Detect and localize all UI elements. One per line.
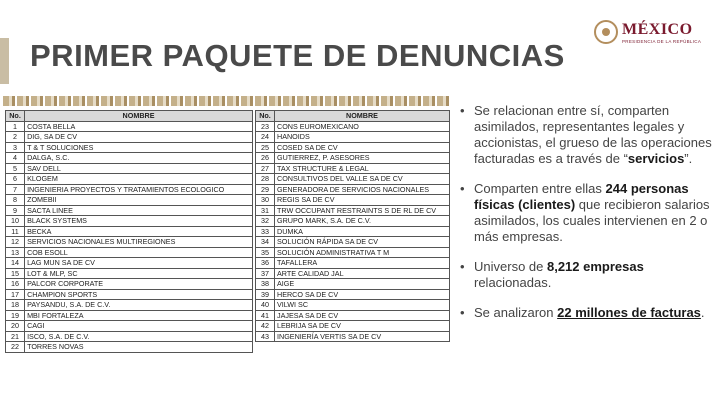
row-number: 10: [6, 216, 25, 227]
company-name: VILWI SC: [275, 300, 450, 311]
company-name: SOLUCIÓN RÁPIDA SA DE CV: [275, 237, 450, 248]
company-name: DALGA, S.C.: [25, 153, 253, 164]
table-row: [6, 184, 253, 195]
bullet-dot-icon: •: [460, 259, 465, 274]
table-row: [256, 279, 450, 290]
bullet-item: [460, 181, 715, 245]
row-number: 18: [6, 300, 25, 311]
bullet-text: ”.: [684, 151, 693, 166]
bottom-band: [0, 398, 727, 408]
company-name: CAGI: [25, 321, 253, 332]
row-number: 1: [6, 121, 25, 132]
coat-of-arms-icon: [594, 20, 618, 44]
row-number: 16: [6, 279, 25, 290]
table-row: [6, 174, 253, 185]
bullet-text: que recibieron salarios asimilados, los cuales intervienen en 2 o más empresas.: [474, 197, 710, 244]
table-row: [6, 205, 253, 216]
table-row: [256, 226, 450, 237]
row-number: 32: [256, 216, 275, 227]
column-header-nombre: NOMBRE: [25, 111, 253, 122]
company-name: CONSULTIVOS DEL VALLE SA DE CV: [275, 174, 450, 185]
company-name: SOLUCIÓN ADMINISTRATIVA T M: [275, 247, 450, 258]
company-name: DIG, SA DE CV: [25, 132, 253, 143]
company-name: ZOMEBII: [25, 195, 253, 206]
table-header-row: [6, 111, 253, 122]
row-number: 30: [256, 195, 275, 206]
bullet-text: relacionadas.: [474, 275, 552, 290]
table-row: [256, 321, 450, 332]
row-number: 23: [256, 121, 275, 132]
row-number: 4: [6, 153, 25, 164]
row-number: 29: [256, 184, 275, 195]
company-name: INGENIERIA PROYECTOS Y TRATAMIENTOS ECOLOGICO: [25, 184, 253, 195]
bullet-text: Comparten entre ellas: [474, 181, 606, 196]
row-number: 41: [256, 310, 275, 321]
table-row: [6, 153, 253, 164]
row-number: 15: [6, 268, 25, 279]
row-number: 11: [6, 226, 25, 237]
company-name: HERCO SA DE CV: [275, 289, 450, 300]
table-row: [6, 216, 253, 227]
table-row: [256, 153, 450, 164]
row-number: 42: [256, 321, 275, 332]
table-row: [256, 184, 450, 195]
table-row: [256, 268, 450, 279]
company-name: INGENIERÍA VERTIS SA DE CV: [275, 331, 450, 342]
row-number: 27: [256, 163, 275, 174]
table-row: [256, 289, 450, 300]
table-row: [6, 226, 253, 237]
company-name: BLACK SYSTEMS: [25, 216, 253, 227]
table-row: [6, 279, 253, 290]
logo-name: MÉXICO: [622, 21, 693, 38]
companies-table-left: [5, 110, 253, 353]
bullet-bold: [557, 305, 701, 320]
bullet-bold: 8,212 empresas: [546, 259, 644, 274]
table-row: [256, 258, 450, 269]
company-name: MBI FORTALEZA: [25, 310, 253, 321]
company-name: SERVICIOS NACIONALES MULTIREGIONES: [25, 237, 253, 248]
row-number: 14: [6, 258, 25, 269]
row-number: 25: [256, 142, 275, 153]
table-row: [256, 195, 450, 206]
row-number: 9: [6, 205, 25, 216]
table-row: [6, 247, 253, 258]
bullet-item: [460, 259, 715, 291]
row-number: 39: [256, 289, 275, 300]
company-name: PALCOR CORPORATE: [25, 279, 253, 290]
table-header-row: [256, 111, 450, 122]
table-row: [256, 121, 450, 132]
companies-table-right: [255, 110, 450, 342]
bullet-underlined: 22 millones de facturas: [557, 305, 701, 320]
row-number: 17: [6, 289, 25, 300]
company-name: ARTE CALIDAD JAL: [275, 268, 450, 279]
row-number: 8: [6, 195, 25, 206]
table-row: [256, 237, 450, 248]
column-header-no: No.: [256, 111, 275, 122]
row-number: 26: [256, 153, 275, 164]
table-row: [6, 121, 253, 132]
company-name: SAV DELL: [25, 163, 253, 174]
company-name: TAX STRUCTURE & LEGAL: [275, 163, 450, 174]
company-name: T & T SOLUCIONES: [25, 142, 253, 153]
row-number: 43: [256, 331, 275, 342]
row-number: 31: [256, 205, 275, 216]
row-number: 24: [256, 132, 275, 143]
bullet-text: Se analizaron: [474, 305, 558, 320]
table-row: [256, 205, 450, 216]
bullet-dot-icon: •: [460, 103, 465, 118]
company-name: REGIS SA DE CV: [275, 195, 450, 206]
company-name: GRUPO MARK, S.A. DE C.V.: [275, 216, 450, 227]
table-row: [6, 237, 253, 248]
row-number: 20: [6, 321, 25, 332]
row-number: 19: [6, 310, 25, 321]
company-name: BECKA: [25, 226, 253, 237]
company-name: TORRES NOVAS: [25, 342, 253, 353]
row-number: 6: [6, 174, 25, 185]
row-number: 28: [256, 174, 275, 185]
table-row: [6, 268, 253, 279]
table-row: [6, 163, 253, 174]
company-name: JAJESA SA DE CV: [275, 310, 450, 321]
row-number: 22: [6, 342, 25, 353]
company-name: AIGE: [275, 279, 450, 290]
company-name: COB ESOLL: [25, 247, 253, 258]
row-number: 3: [6, 142, 25, 153]
row-number: 40: [256, 300, 275, 311]
table-row: [256, 216, 450, 227]
table-row: [256, 331, 450, 342]
company-name: COSTA BELLA: [25, 121, 253, 132]
company-name: GUTIERREZ, P. ASESORES: [275, 153, 450, 164]
column-header-no: No.: [6, 111, 25, 122]
bullet-dot-icon: •: [460, 305, 465, 320]
row-number: 5: [6, 163, 25, 174]
decorative-pattern-band: [3, 96, 451, 106]
row-number: 12: [6, 237, 25, 248]
company-name: LEBRIJA SA DE CV: [275, 321, 450, 332]
left-decoration: [0, 38, 9, 84]
table-row: [6, 342, 253, 353]
row-number: 13: [6, 247, 25, 258]
row-number: 7: [6, 184, 25, 195]
bullet-text: Se relacionan entre sí, comparten asimilados, representantes legales y accionistas, el grueso de las operaciones facturadas es a través de “: [474, 103, 712, 166]
table-row: [6, 258, 253, 269]
company-name: ISCO, S.A. DE C.V.: [25, 331, 253, 342]
mexico-logo: [594, 20, 704, 48]
row-number: 33: [256, 226, 275, 237]
table-row: [256, 310, 450, 321]
company-name: HANOIDS: [275, 132, 450, 143]
company-name: CHAMPION SPORTS: [25, 289, 253, 300]
bullet-text: .: [700, 305, 705, 320]
table-row: [6, 310, 253, 321]
company-name: SACTA LINEE: [25, 205, 253, 216]
company-name: PAYSANDU, S.A. DE C.V.: [25, 300, 253, 311]
row-number: 37: [256, 268, 275, 279]
slide-title: PRIMER PAQUETE DE DENUNCIAS: [30, 38, 565, 73]
table-row: [6, 321, 253, 332]
company-name: COSED SA DE CV: [275, 142, 450, 153]
row-number: 36: [256, 258, 275, 269]
table-row: [6, 289, 253, 300]
row-number: 21: [6, 331, 25, 342]
logo-subtitle: PRESIDENCIA DE LA REPÚBLICA: [622, 39, 702, 44]
table-row: [6, 331, 253, 342]
bullet-text: Universo de: [474, 259, 547, 274]
company-name: LAG MUN SA DE CV: [25, 258, 253, 269]
company-name: TRW OCCUPANT RESTRAINTS S DE RL DE CV: [275, 205, 450, 216]
row-number: 2: [6, 132, 25, 143]
company-name: CONS EUROMEXICANO: [275, 121, 450, 132]
top-band: [0, 0, 727, 18]
table-row: [6, 195, 253, 206]
company-name: TAFALLERA: [275, 258, 450, 269]
table-row: [6, 142, 253, 153]
bullet-dot-icon: •: [460, 181, 465, 196]
column-header-nombre: NOMBRE: [275, 111, 450, 122]
company-name: DUMKA: [275, 226, 450, 237]
company-name: LOT & MLP, SC: [25, 268, 253, 279]
row-number: 34: [256, 237, 275, 248]
table-row: [256, 300, 450, 311]
company-name: KLOGEM: [25, 174, 253, 185]
table-row: [256, 247, 450, 258]
table-row: [6, 300, 253, 311]
row-number: 38: [256, 279, 275, 290]
bullet-item: [460, 103, 715, 167]
bullet-list: [460, 103, 715, 335]
table-row: [256, 174, 450, 185]
bullet-bold: 244 personas físicas (clientes): [474, 181, 689, 212]
bullet-item: [460, 305, 715, 321]
company-name: GENERADORA DE SERVICIOS NACIONALES: [275, 184, 450, 195]
table-row: [6, 132, 253, 143]
table-row: [256, 132, 450, 143]
table-row: [256, 163, 450, 174]
table-row: [256, 142, 450, 153]
row-number: 35: [256, 247, 275, 258]
bullet-bold: servicios: [627, 151, 685, 166]
